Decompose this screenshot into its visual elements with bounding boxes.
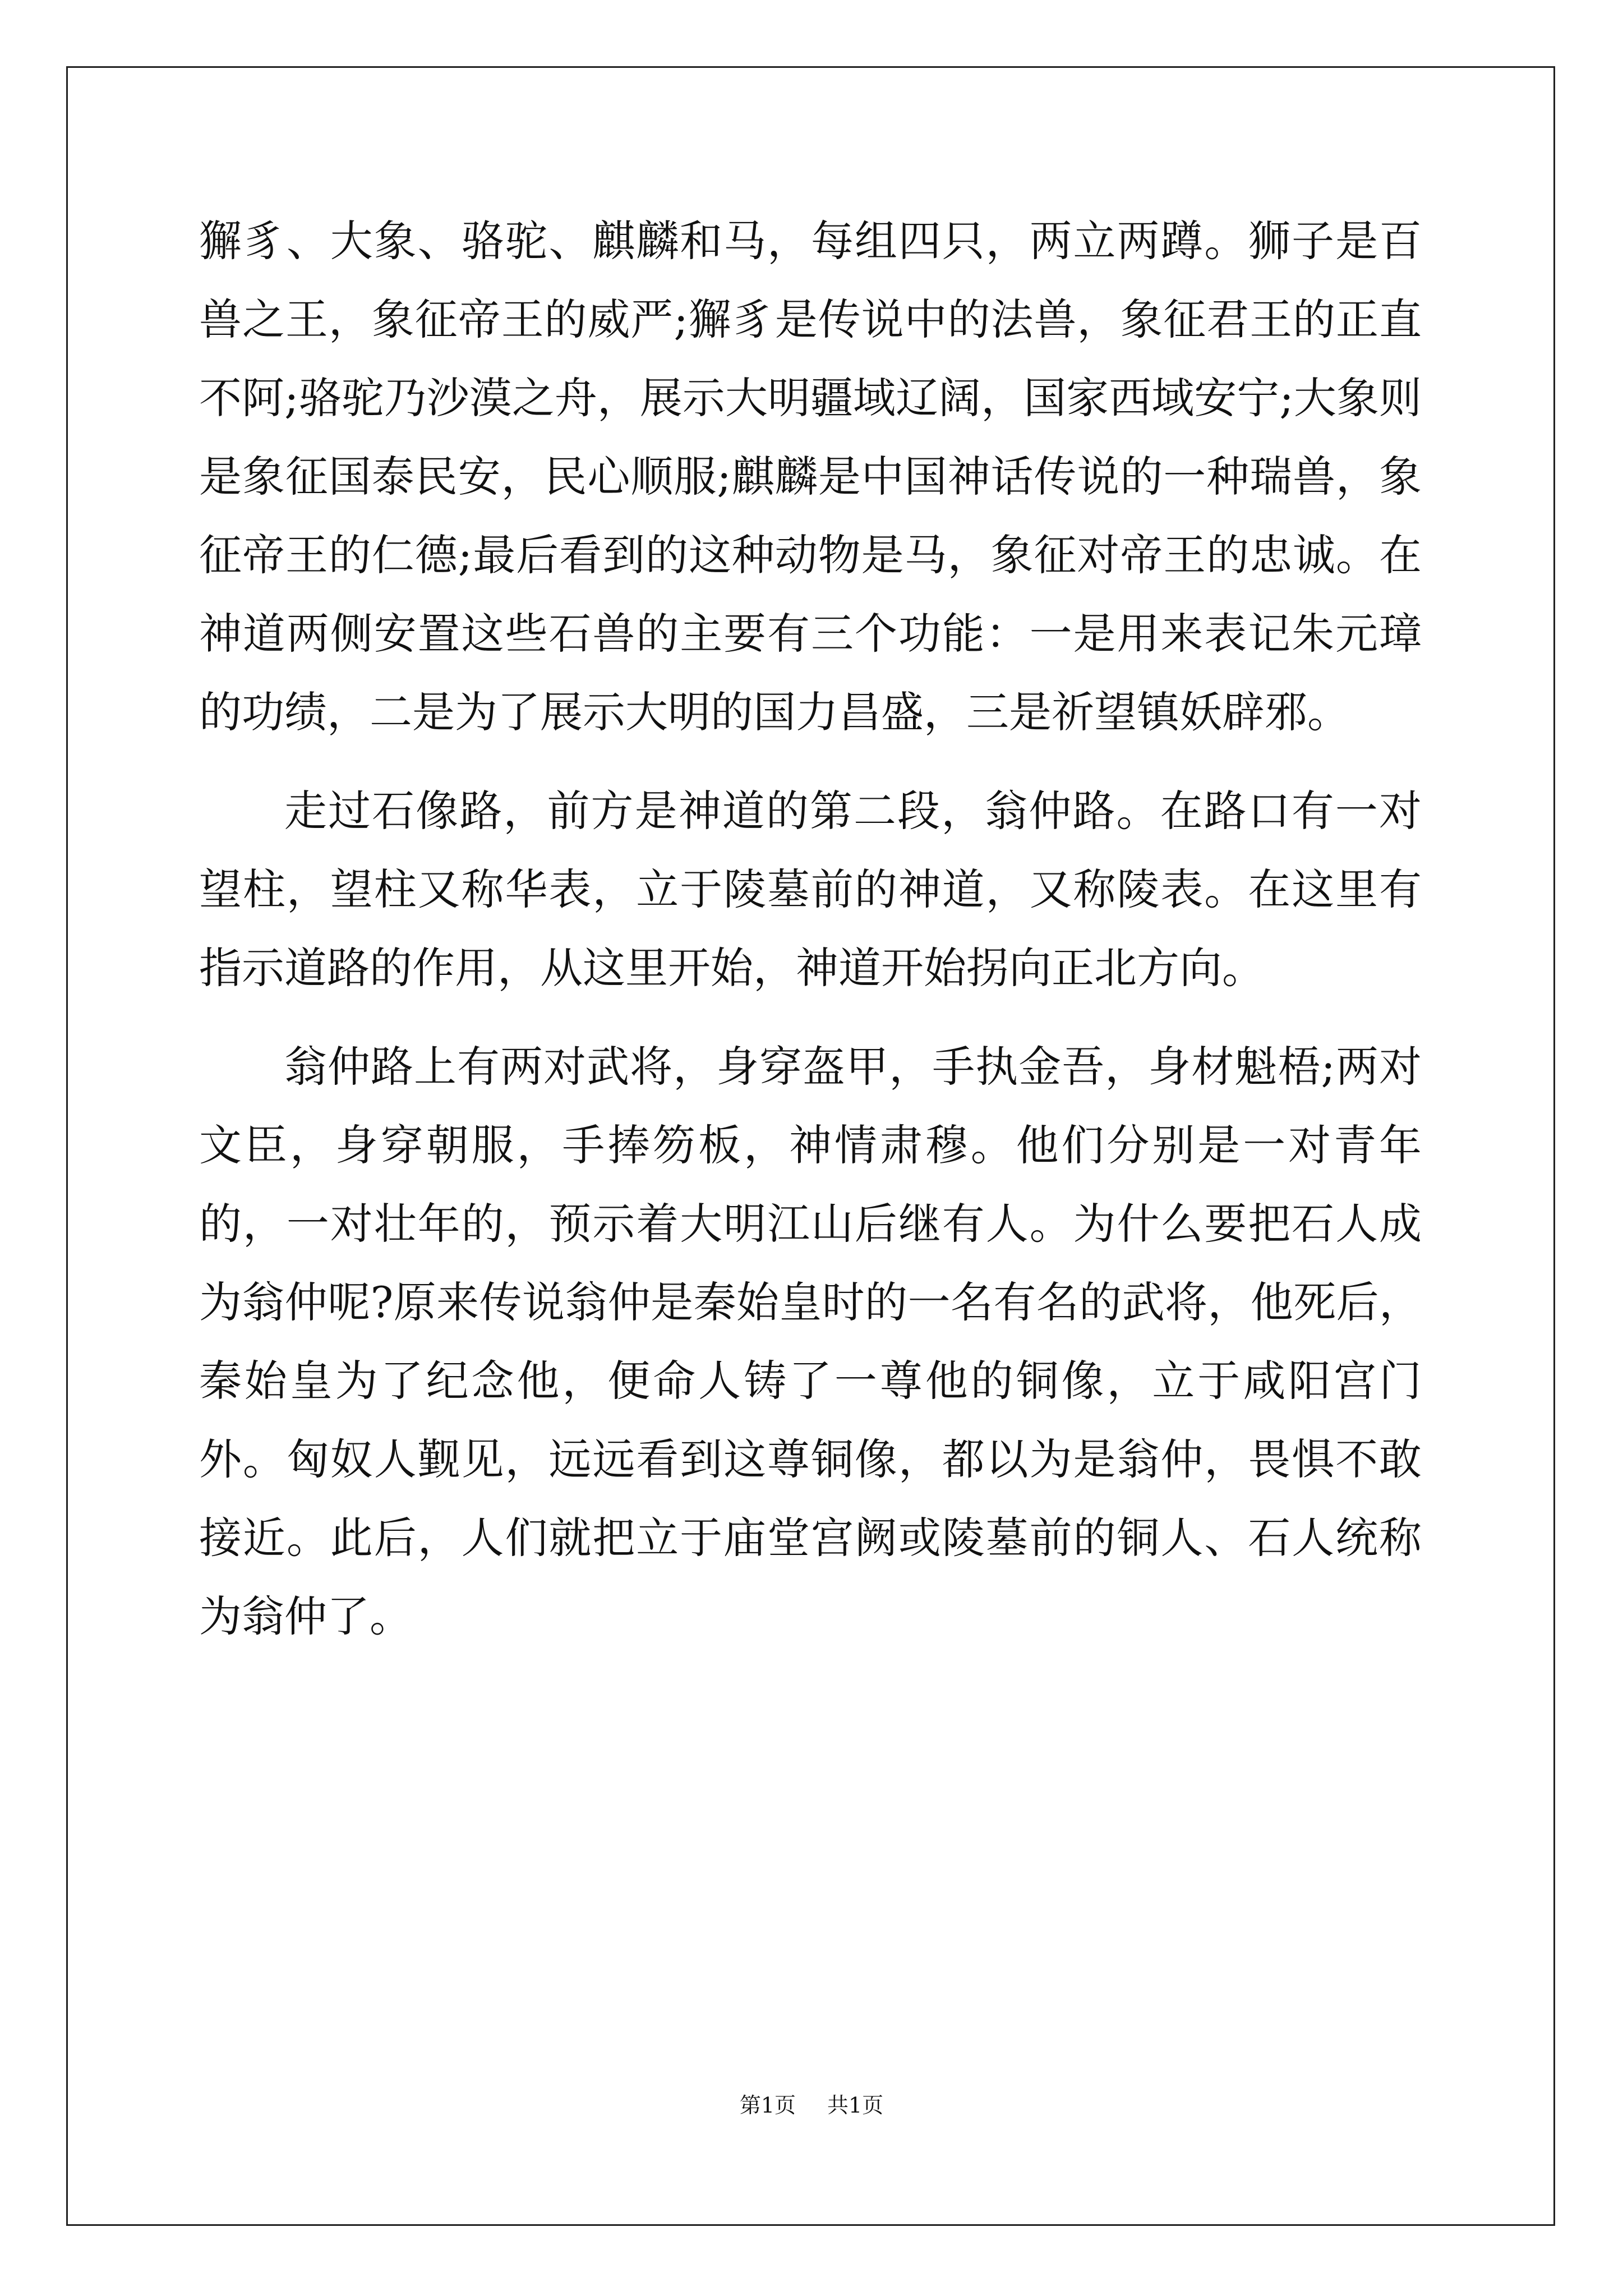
paragraph-2: 走过石像路，前方是神道的第二段，翁仲路。在路口有一对望柱，望柱又称华表，立于陵墓前的神道，又称陵表。在这里有指示道路的作用，从这里开始，神道开始拐向正北方向。: [199, 786, 1422, 993]
page-number: 第1页: [739, 2093, 796, 2118]
paragraph-1: 獬豸、大象、骆驼、麒麟和马，每组四只，两立两蹲。狮子是百兽之王，象征帝王的威严;獬豸是传说中的法兽，象征君王的正直不阿;骆驼乃沙漠之舟，展示大明疆域辽阔，国家西域安宁;大象则是象征国泰民安，民心顺服;麒麟是中国神话传说的一种瑞兽，象征帝王的仁德;最后看到的这种动物是马，象征对帝王的忠诚。在神道两侧安置这些石兽的主要有三个功能：一是用来表记朱元璋的功绩，二是为了展示大明的国力昌盛，三是祈望镇妖辟邪。: [199, 216, 1422, 737]
page-total: 共1页: [827, 2093, 884, 2118]
page-footer: [0, 2088, 1623, 2119]
paragraph-3: 翁仲路上有两对武将，身穿盔甲，手执金吾，身材魁梧;两对文臣，身穿朝服，手捧笏板，神情肃穆。他们分别是一对青年的，一对壮年的，预示着大明江山后继有人。为什么要把石人成为翁仲呢?原来传说翁仲是秦始皇时的一名有名的武将，他死后，秦始皇为了纪念他，便命人铸了一尊他的铜像，立于咸阳宫门外。匈奴人觐见，远远看到这尊铜像，都以为是翁仲，畏惧不敢接近。此后，人们就把立于庙堂宫阙或陵墓前的铜人、石人统称为翁仲了。: [199, 1042, 1422, 1641]
document-body: [199, 202, 1422, 1676]
